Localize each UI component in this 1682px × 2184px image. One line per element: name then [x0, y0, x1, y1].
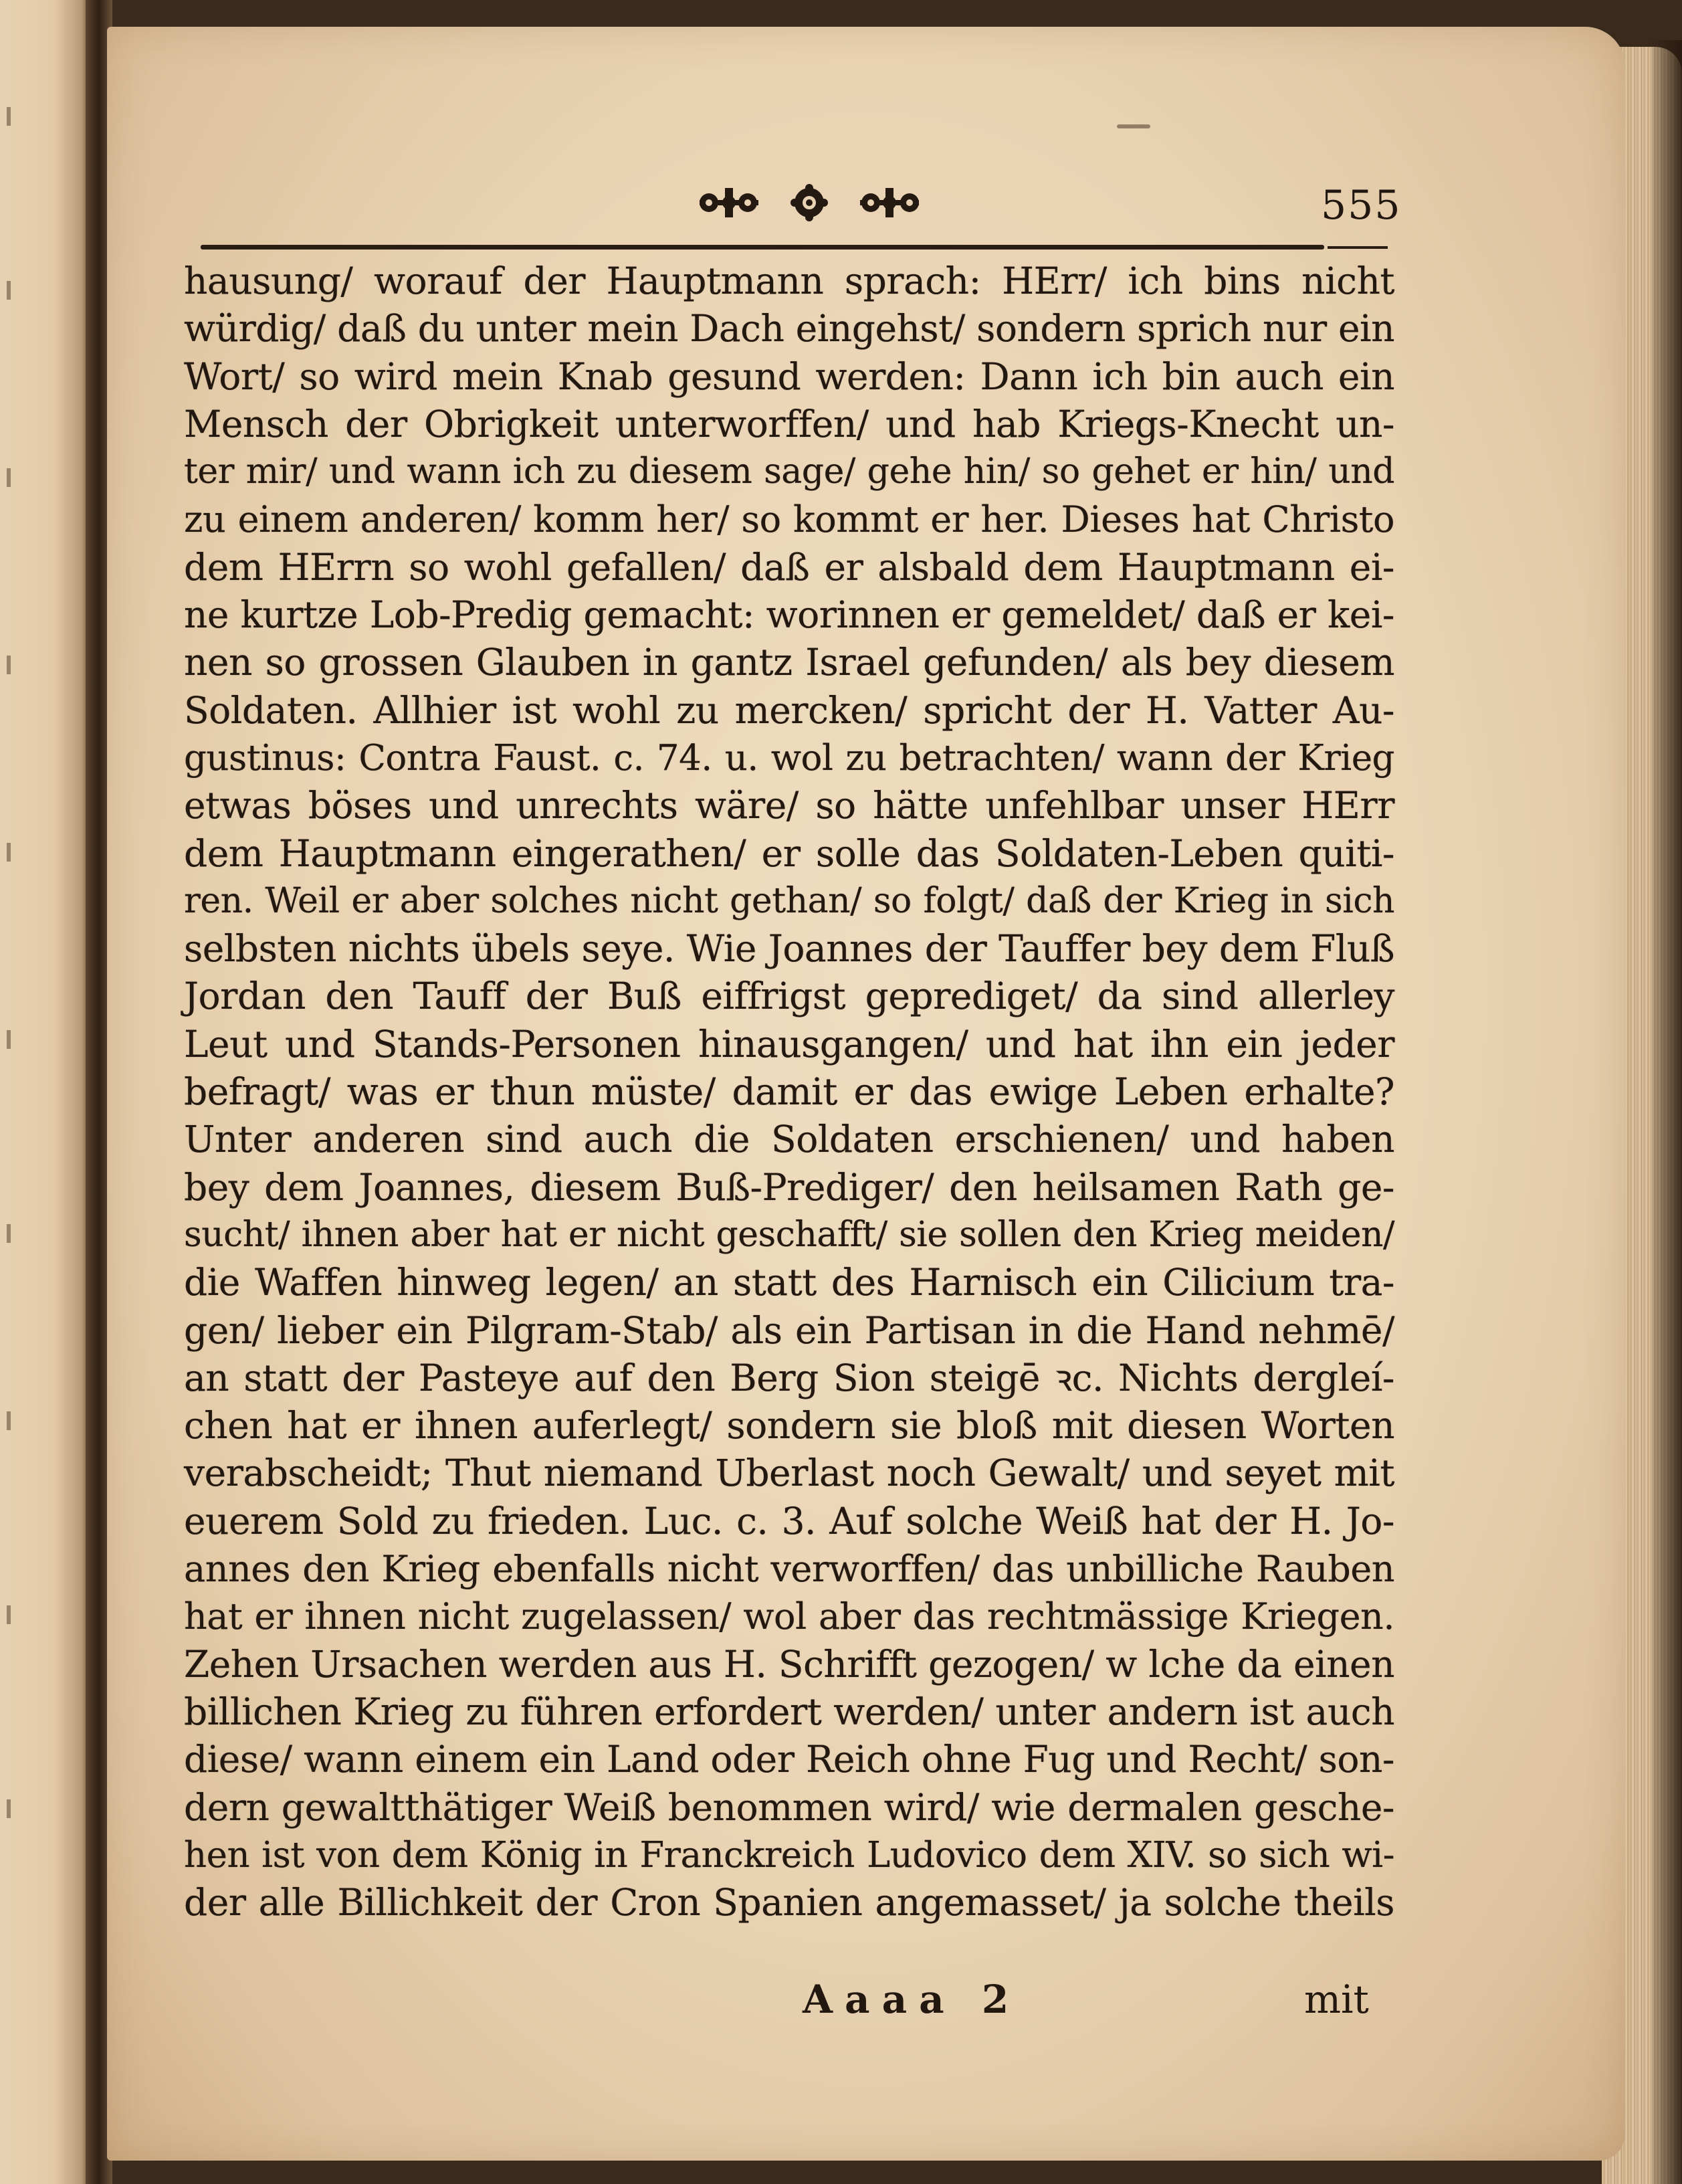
- text-line: Jordan den Tauff der Buß eiffrigst geprediget/ da sind allerley: [184, 975, 1394, 1018]
- header-rule-short: [1328, 246, 1388, 249]
- text-line: euerem Sold zu frieden. Luc. c. 3. Auf solche Weiß hat der H. Jo-: [184, 1499, 1394, 1543]
- fleuron-left-icon: [696, 183, 762, 223]
- text-line: dem HErrn so wohl gefallen/ daß er alsbald dem Hauptmann ei-: [184, 545, 1394, 589]
- text-line: dem Hauptmann eingerathen/ er solle das Soldaten-Leben quiti-: [184, 831, 1394, 875]
- text-line: annes den Krieg ebenfalls nicht verworffen/ das unbilliche Rauben: [184, 1548, 1394, 1591]
- text-line: etwas böses und unrechts wäre/ so hätte unfehlbar unser HErr: [184, 784, 1394, 827]
- header-rule: [201, 245, 1324, 250]
- text-line: hausung/ worauf der Hauptmann sprach: HErr/ ich bins nicht: [184, 260, 1394, 302]
- page-number: 555: [1321, 182, 1402, 229]
- text-line: würdig/ daß du unter mein Dach eingehst/ sondern sprich nur ein: [184, 307, 1394, 351]
- text-line: Wort/ so wird mein Knab gesund werden: Dann ich bin auch ein: [184, 355, 1394, 398]
- text-line: befragt/ was er thun müste/ damit er das ewige Leben erhalte?: [184, 1070, 1394, 1114]
- text-line: ne kurtze Lob-Predig gemacht: worinnen er gemeldet/ daß er kei-: [184, 593, 1394, 637]
- text-line: an statt der Pasteye auf den Berg Sion steigē ꝛc. Nichts dergleí-: [184, 1356, 1394, 1399]
- page-edges-shadow: [1652, 40, 1682, 2184]
- text-line: gustinus: Contra Faust. c. 74. u. wol zu betrachten/ wann der Krieg: [184, 737, 1394, 779]
- text-line: Mensch der Obrigkeit unterworffen/ und hab Kriegs-Knecht un-: [184, 402, 1394, 445]
- text-line: chen hat er ihnen auferlegt/ sondern sie bloß mit diesen Worten: [184, 1404, 1394, 1448]
- body-text: [184, 258, 1394, 1926]
- text-line: Unter anderen sind auch die Soldaten erschienen/ und haben: [184, 1118, 1394, 1161]
- text-line: billichen Krieg zu führen erfordert werden/ unter andern ist auch: [184, 1690, 1394, 1733]
- text-line: gen/ lieber ein Pilgram-Stab/ als ein Partisan in die Hand nehmē/: [184, 1308, 1394, 1352]
- text-line: Leut und Stands-Personen hinausgangen/ und hat ihn ein jeder: [184, 1022, 1394, 1066]
- fleuron-right-icon: [856, 183, 923, 223]
- text-line: zu einem anderen/ komm her/ so kommt er her. Dieses hat Christo: [184, 498, 1394, 541]
- header-ornament: [696, 179, 923, 226]
- text-line: sucht/ ihnen aber hat er nicht geschafft/ sie sollen den Krieg meiden/: [184, 1214, 1394, 1255]
- text-line: dern gewaltthätiger Weiß benommen wird/ wie dermalen gesche-: [184, 1785, 1394, 1829]
- ink-speck: [1117, 124, 1150, 128]
- text-line: die Waffen hinweg legen/ an statt des Harnisch ein Cilicium tra-: [184, 1261, 1394, 1304]
- text-line: bey dem Joannes, diesem Buß-Prediger/ den heilsamen Rath ge-: [184, 1165, 1394, 1209]
- text-line: verabscheidt; Thut niemand Uberlast noch Gewalt/ und seyet mit: [184, 1452, 1394, 1495]
- text-line: diese/ wann einem ein Land oder Reich ohne Fug und Recht/ son-: [184, 1738, 1394, 1781]
- text-line: selbsten nichts übels seye. Wie Joannes der Tauffer bey dem Fluß: [184, 927, 1394, 971]
- text-line: hat er ihnen nicht zugelassen/ wol aber das rechtmässige Kriegen.: [184, 1595, 1394, 1638]
- text-line: der alle Billichkeit der Cron Spanien angemasset/ ja solche theils: [184, 1881, 1394, 1924]
- text-line: hen ist von dem König in Franckreich Ludovico dem XIV. so sich wi-: [184, 1834, 1394, 1876]
- rosette-icon: [786, 183, 833, 223]
- signature-mark: Aaaa 2: [803, 1977, 1021, 2022]
- text-line: Zehen Ursachen werden aus H. Schrifft gezogen/ w lche da einen: [184, 1642, 1394, 1686]
- facing-page-edge: [0, 0, 90, 2184]
- text-line: ren. Weil er aber solches nicht gethan/ so folgt/ daß der Krieg in sich: [184, 880, 1394, 921]
- catchword: mit: [1304, 1977, 1369, 2022]
- text-line: nen so grossen Glauben in gantz Israel gefunden/ als bey diesem: [184, 641, 1394, 684]
- text-line: Soldaten. Allhier ist wohl zu mercken/ spricht der H. Vatter Au-: [184, 688, 1394, 732]
- text-line: ter mir/ und wann ich zu diesem sage/ gehe hin/ so gehet er hin/ und: [184, 452, 1394, 492]
